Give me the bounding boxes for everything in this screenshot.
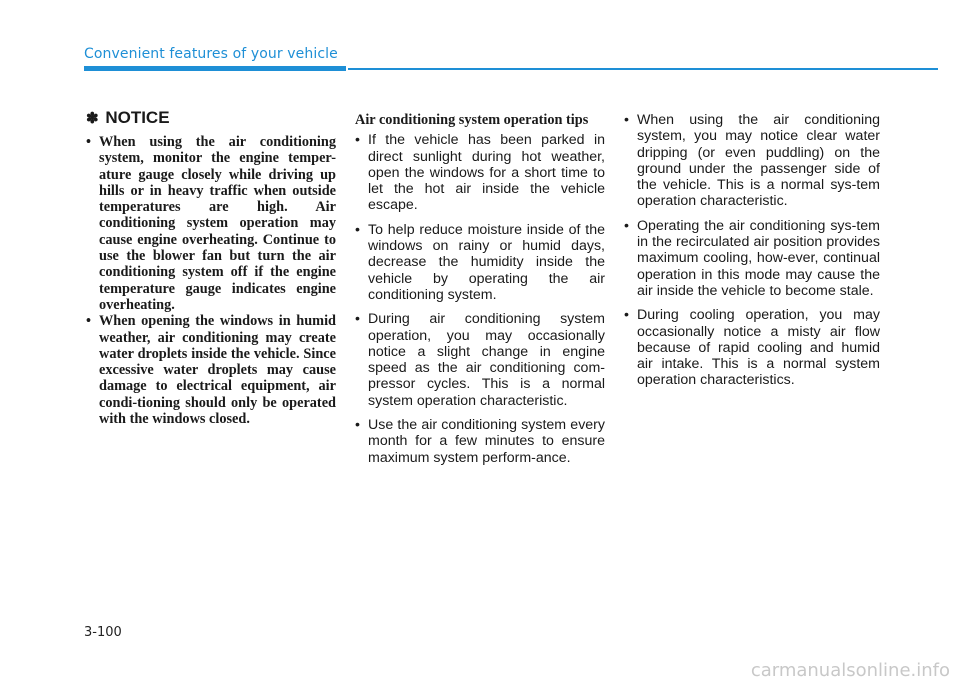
section-header-title: Convenient features of your vehicle [84, 46, 338, 62]
list-item: • During air conditioning system operation, you may occasionally notice a slight change in engine speed as the air conditioning com-pressor cycles. This is a normal system operation characteristic. [355, 311, 605, 409]
notice-title [86, 108, 336, 128]
more-tips-list [624, 112, 880, 389]
tips-list [355, 132, 605, 466]
tips-heading: Air conditioning system operation tips [355, 112, 589, 128]
list-item: • Operating the air conditioning sys-tem in the recirculated air position provides maximum cooling, how-ever, continual operation in this mode may cause the air inside the vehicle to become stale. [624, 218, 880, 299]
tips-column [355, 112, 605, 474]
list-item: • If the vehicle has been parked in direct sunlight during hot weather, open the windows for a short time to let the hot air inside the vehicle escape. [355, 132, 605, 213]
more-tips-column [624, 112, 880, 397]
watermark-text: carmanualsonline.info [750, 660, 950, 681]
header-accent-bar [84, 66, 346, 71]
list-item: • Use the air conditioning system every month for a few minutes to ensure maximum system perform-ance. [355, 417, 605, 466]
header-rule [348, 68, 938, 70]
list-item: • When using the air conditioning system, you may notice clear water dripping (or even puddling) on the ground under the passenger side of the vehicle. This is a normal sys-tem operation characteristic. [624, 112, 880, 210]
notice-list [86, 134, 336, 427]
notice-item-engine-overheating: • When using the air conditioning system, monitor the engine temper-ature gauge closely while driving up hills or in heavy traffic when outside temperatures are high. Air conditioning system operation may cause engine overheating. Continue to use the blower fan but turn the air conditioning system off if the engine temperature gauge indicates engine overheating. [86, 134, 336, 313]
list-item: • To help reduce moisture inside of the windows on rainy or humid days, decrease the humidity inside the vehicle by operating the air conditioning system. [355, 222, 605, 303]
notice-column [86, 108, 336, 427]
asterisk-icon: ✽ [86, 110, 99, 127]
notice-title-text: NOTICE [105, 108, 170, 127]
list-item: • During cooling operation, you may occasionally notice a misty air flow because of rapid cooling and humid air intake. This is a normal system operation characteristics. [624, 307, 880, 388]
notice-item-water-droplets: • When opening the windows in humid weather, air conditioning may create water droplets inside the vehicle. Since excessive water droplets may cause damage to electrical equipment, air condi-tioning should only be operated with the windows closed. [86, 313, 336, 427]
page-number: 3-100 [84, 625, 122, 640]
